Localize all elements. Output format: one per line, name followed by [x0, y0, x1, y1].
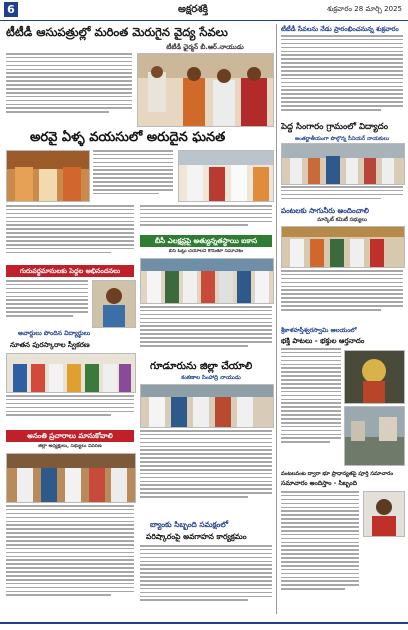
- headline-awards: అవార్డులు పొందిన విద్యార్థులు: [18, 330, 91, 337]
- sub-election: బీసీ ఓట్లు చేయాలని కోరుతూ సమావేశం: [168, 249, 244, 254]
- sub-awards: నూతన పురస్కారాల స్వీకరణ: [10, 341, 90, 349]
- photo-portrait: [363, 491, 405, 537]
- body-text-middle-c: [140, 205, 272, 233]
- photo-village: [281, 143, 405, 185]
- bottom-rule: [0, 622, 408, 624]
- headline-temple: శ్రీకాళహస్తీశ్వరస్వామి ఆలయంలో: [281, 327, 357, 334]
- body-text-district: [140, 430, 272, 516]
- body-text-awards: [6, 395, 134, 421]
- headline-hospital: టీటీడీ ఆసుపత్రుల్లో మరింత మెరుగైన వైద్య సేవలు: [6, 25, 228, 39]
- photo-agriculture: [281, 226, 405, 268]
- body-text-right-top: [281, 35, 403, 123]
- body-text-hospital: [6, 53, 132, 125]
- body-text-agriculture: [281, 270, 403, 324]
- photo-awards: [6, 353, 136, 393]
- body-text-temple: [281, 348, 341, 466]
- page-header: [0, 0, 408, 21]
- body-text-ads: [6, 505, 134, 615]
- photo-officials: [137, 53, 274, 127]
- page-number: 6: [4, 2, 18, 17]
- headline-village: పెద్ద సింగారం గ్రామంలో విద్యాదం: [281, 122, 389, 132]
- photo-election: [140, 258, 274, 304]
- photo-ads: [6, 453, 136, 503]
- sub-temple: భక్తి పాటలు - భక్తుల ఆర్తనాదం: [281, 337, 365, 345]
- headline-right-top: టీటీడీ సేవలను నేడు ప్రారంభించనున్న శుక్రవారం: [281, 25, 399, 33]
- date: శుక్రవారం 28 మార్చి 2025: [327, 5, 402, 13]
- body-text-middle-b: [6, 205, 134, 261]
- body-text-bottom-center: [140, 545, 272, 615]
- sub-bottom-right: సమాచారం అందిస్తాం - సిబ్బంది: [281, 480, 358, 487]
- headline-bottom-right: వంటలవంట ద్వారా భూ ప్రాధాన్యతపై పూర్తి సమాచారం: [281, 471, 394, 477]
- sub-ads: జిల్లా అధ్యక్షులు, సభ్యులు వివరణ: [38, 444, 102, 449]
- sub-agriculture: మార్కెట్ కమిటీ సభ్యులు: [317, 217, 367, 223]
- body-text-scholar: [6, 280, 88, 326]
- photo-scholar: [92, 280, 136, 328]
- banner-election: బీసీ ఎలక్షన్లపై అత్యున్నతస్థాయి ఐకాస: [140, 235, 272, 247]
- sub-bottom-center: పరిష్కారంపై అవగాహన కార్యక్రమం: [146, 532, 247, 541]
- photo-ceremony-right: [178, 150, 274, 202]
- banner-ads: అనంతి ప్రచారాలు మానుకోవాలి: [6, 430, 134, 442]
- banner-scholar: గురువర్థమానులకు పెద్దల అభినందనలు: [6, 265, 134, 277]
- photo-temple-street: [344, 406, 405, 466]
- headline-agriculture: పంటలకు సాగునీరు అందించాలి: [281, 206, 369, 215]
- byline-hospital: టీటీడీ ఛైర్మన్ బీ.ఆర్.నాయుడు: [166, 43, 244, 51]
- headline-middle: అరవై ఏళ్ళ వయసులో అరుదైన ఘనత: [30, 130, 226, 145]
- photo-temple-deity: [344, 350, 405, 404]
- body-text-middle-a: [93, 150, 173, 200]
- body-text-election: [140, 306, 272, 356]
- photo-ceremony-left: [6, 150, 90, 202]
- body-text-right-mid: [281, 186, 403, 204]
- sub-village: అంతర్జాతీయంగా పొల్గొన్న సీనియర్ నాయకులు: [295, 136, 389, 142]
- body-text-bottom-right: [281, 491, 359, 615]
- photo-district: [140, 384, 274, 428]
- headline-district: గూడూరును జిల్లా చేయాలి: [150, 361, 253, 372]
- headline-bottom-center: బ్యాంకు సిబ్బంది సమక్షంలో: [150, 520, 229, 529]
- masthead: అక్షరశక్తి: [178, 4, 208, 15]
- sub-district: కంకణాల సింహాద్రి నాయుడు: [181, 375, 241, 381]
